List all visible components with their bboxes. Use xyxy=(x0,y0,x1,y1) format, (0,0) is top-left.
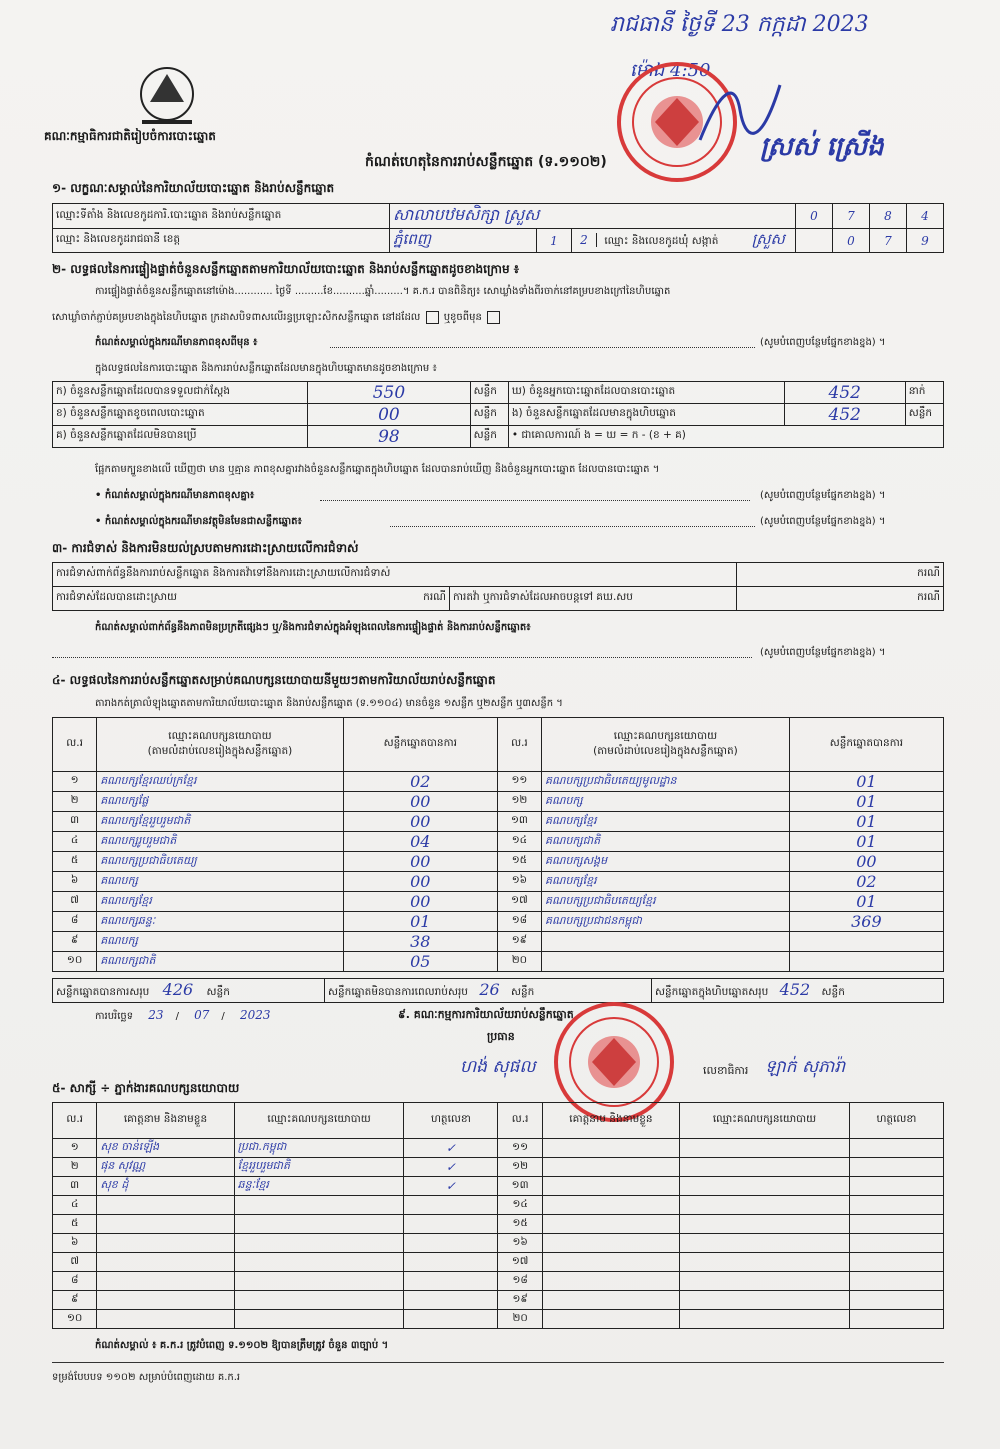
section2-note1: កំណត់សម្គាល់ក្នុងករណីមានភាពខុសពីមុន ៖ xyxy=(95,337,258,348)
witness-sign-left xyxy=(404,1272,498,1291)
result-no-left: ១ xyxy=(53,772,97,792)
total-box-cell xyxy=(652,979,944,1003)
objection-row2-cell xyxy=(53,587,450,611)
result-party-right: គណបក្សជាតិ xyxy=(542,832,790,852)
w-col-party-left: ឈ្មោះគណបក្សនយោបាយ xyxy=(234,1103,404,1139)
witness-name-left xyxy=(97,1215,234,1234)
secretary-signature: ឡាក់ សុភារ៉ា xyxy=(765,1057,846,1077)
handwritten-date: រាជធានី ថ្ងៃទី 23 កក្កដា 2023 xyxy=(610,12,869,37)
result-votes-right: 01 xyxy=(789,792,943,812)
witness-party-left xyxy=(234,1215,404,1234)
result-votes-left: 00 xyxy=(343,852,497,872)
total-invalid-label: សន្លឹកឆ្នោតមិនបានការពេលរាប់សរុប xyxy=(328,986,468,998)
witness-party-left: ខ្មែររួបរួមជាតិ xyxy=(234,1158,404,1177)
col-votes-left: សន្លឹកឆ្នោតបានការ xyxy=(343,718,497,772)
form-title: កំណត់ហេតុនៃការរាប់សន្លឹកឆ្នោត (ទ.១១០២) xyxy=(365,154,607,170)
witness-sign-left: ✓ xyxy=(404,1177,498,1196)
witness-name-left: សុខ ចាន់ឡើង xyxy=(97,1139,234,1158)
handwritten-name: ស្រស់ ស្រើង xyxy=(760,132,884,162)
objection-row1-label: ការជំទាស់ពាក់ព័ន្ធនឹងការរាប់សន្លឹកឆ្នោត និងការតវ៉ាទៅនឹងការដោះស្រាយលើការជំទាស់ xyxy=(53,563,737,587)
chair-signature: ហង់ សុផល xyxy=(460,1057,536,1077)
witness-no-right: ១៣ xyxy=(498,1177,542,1196)
result-no-left: ៦ xyxy=(53,872,97,892)
section4-subline: តារាងកត់ត្រាលំឡុងឆ្នោតតាមការិយាល័យបោះឆ្នោត និងរាប់សន្លឹកឆ្នោត (ទ.១១០៤) មានចំនួន ១សន្លឹក ឬ២សន្លឹក ឬ៣សន្លឹក ។ xyxy=(95,698,563,709)
checkbox-intact[interactable] xyxy=(426,311,439,324)
commune-code-2: 7 xyxy=(870,229,907,253)
station-code-1: 0 xyxy=(796,204,833,229)
result-votes-left: 00 xyxy=(343,792,497,812)
col-party-right-title: ឈ្មោះគណបក្សនយោបាយ xyxy=(613,729,718,742)
count-a-label: ក) ចំនួនសន្លឹកឆ្នោតដែលបានទទួលជាក់ស្តែង xyxy=(53,382,308,404)
result-no-left: ៧ xyxy=(53,892,97,912)
station-label: ឈ្មោះទីតាំង និងលេខកូដការិ.បោះឆ្នោត និងរាប់សន្លឹកឆ្នោត xyxy=(53,204,390,229)
witness-row xyxy=(53,1196,944,1215)
w-col-party-right: ឈ្មោះគណបក្សនយោបាយ xyxy=(680,1103,850,1139)
witness-sign-left: ✓ xyxy=(404,1139,498,1158)
date-month: 07 xyxy=(194,1008,210,1022)
results-row xyxy=(53,952,944,972)
commune-label: ឈ្មោះ និងលេខកូដឃុំ សង្កាត់ xyxy=(604,234,719,247)
results-body xyxy=(53,772,944,972)
result-votes-left: 05 xyxy=(343,952,497,972)
witness-no-right: ១៨ xyxy=(498,1272,542,1291)
org-name: គណៈកម្មាធិការជាតិរៀបចំការបោះឆ្នោត xyxy=(44,129,216,143)
results-row xyxy=(53,912,944,932)
objection-row2b-unit: ករណី xyxy=(737,587,944,611)
witness-party-right xyxy=(680,1158,850,1177)
total-invalid-value: 26 xyxy=(479,980,500,999)
witness-no-right: ២០ xyxy=(498,1310,542,1329)
witness-party-right xyxy=(680,1177,850,1196)
total-valid-value: 426 xyxy=(162,980,194,999)
witness-party-left xyxy=(234,1234,404,1253)
result-no-right: ១៩ xyxy=(497,932,541,952)
result-votes-left: 00 xyxy=(343,872,497,892)
w-col-sign-left: ហត្ថលេខា xyxy=(404,1103,498,1139)
results-row xyxy=(53,832,944,852)
result-no-right: ១៨ xyxy=(497,912,541,932)
witness-name-left xyxy=(97,1310,234,1329)
result-no-right: ១២ xyxy=(497,792,541,812)
result-no-right: ១៥ xyxy=(497,852,541,872)
bullet1-line xyxy=(320,500,750,501)
witness-party-right xyxy=(680,1272,850,1291)
witness-name-left xyxy=(97,1253,234,1272)
result-party-right xyxy=(542,932,790,952)
witness-sign-left: ✓ xyxy=(404,1158,498,1177)
witness-party-left xyxy=(234,1310,404,1329)
commune-cell xyxy=(572,229,796,253)
result-party-left: គណបក្សប្រជាធិបតេយ្យ xyxy=(97,852,343,872)
result-no-left: ៨ xyxy=(53,912,97,932)
bottom-note: ទម្រង់បែបបទ ១១០២ សម្រាប់បំពេញដោយ គ.ក.រ xyxy=(52,1372,241,1383)
total-valid-unit: សន្លឹក xyxy=(206,986,230,998)
witness-sign-left xyxy=(404,1196,498,1215)
handwritten-signature-top xyxy=(690,70,790,160)
total-invalid-unit: សន្លឹក xyxy=(511,986,535,998)
results-row xyxy=(53,892,944,912)
witness-name-right xyxy=(542,1234,679,1253)
nec-emblem-icon xyxy=(130,62,205,132)
count-d-value: 452 xyxy=(784,382,905,404)
result-no-right: ២០ xyxy=(497,952,541,972)
witness-name-right xyxy=(542,1158,679,1177)
count-b-value: 00 xyxy=(308,404,470,426)
witness-no-right: ១៤ xyxy=(498,1196,542,1215)
col-party-left-title: ឈ្មោះគណបក្សនយោបាយ xyxy=(168,729,272,742)
count-a-value: 550 xyxy=(308,382,470,404)
result-votes-right xyxy=(789,952,943,972)
bullet1-hint: (សូមបំពេញបន្ថែមផ្នែកខាងខ្នង) ។ xyxy=(760,490,886,501)
count-c-value: 98 xyxy=(308,426,470,448)
w-col-name-left: គោត្តនាម និងនាមខ្លួន xyxy=(97,1103,234,1139)
witness-party-left: ប្រជា.កម្ពុជា xyxy=(234,1139,404,1158)
witness-row xyxy=(53,1177,944,1196)
commune-code-1: 0 xyxy=(833,229,870,253)
results-row xyxy=(53,772,944,792)
witness-sign-right xyxy=(849,1139,943,1158)
result-no-left: ២ xyxy=(53,792,97,812)
station-code-2: 7 xyxy=(833,204,870,229)
result-party-left: គណបក្ស xyxy=(97,932,343,952)
result-votes-right xyxy=(789,932,943,952)
results-row xyxy=(53,932,944,952)
result-votes-left: 38 xyxy=(343,932,497,952)
count-e-value: 452 xyxy=(784,404,905,426)
result-no-right: ១៦ xyxy=(497,872,541,892)
witness-sign-right xyxy=(849,1272,943,1291)
witness-sign-left xyxy=(404,1291,498,1310)
formula-note: • ជាគោលការណ៍ ង = ឃ = ក - (ខ + គ) xyxy=(508,426,943,448)
section2-para1: ការផ្ទៀងផ្ទាត់ចំនួនសន្លឹកឆ្នោតនៅម៉ោង............ ថ្ងៃទី .........ខែ..........ឆ្នាំ.........។ គ.ក.រ បានពិនិត្យ៖ សោឃ្លាំងទាំងពីរចាក់នៅគម្របខាងក្រៅនៃហិបឆ្នោត xyxy=(95,286,671,297)
result-party-left: គណបក្សជាតិ xyxy=(97,952,343,972)
witness-sign-left xyxy=(404,1234,498,1253)
witness-party-right xyxy=(680,1139,850,1158)
total-valid-cell xyxy=(53,979,325,1003)
count-c-label: គ) ចំនួនសន្លឹកឆ្នោតដែលមិនបានប្រើ xyxy=(53,426,308,448)
committee-label: ៩. គណៈកម្មការការិយាល័យរាប់សន្លឹកឆ្នោត xyxy=(398,1008,574,1021)
witness-no-right: ១៩ xyxy=(498,1291,542,1310)
result-no-left: ៥ xyxy=(53,852,97,872)
witness-name-right xyxy=(542,1139,679,1158)
witness-name-right xyxy=(542,1215,679,1234)
witness-no-right: ១៧ xyxy=(498,1253,542,1272)
count-b-label: ខ) ចំនួនសន្លឹកឆ្នោតខូចពេលបោះឆ្នោត xyxy=(53,404,308,426)
province-name: ភ្នំពេញ xyxy=(390,229,537,253)
witness-sign-right xyxy=(849,1177,943,1196)
objection-row1-unit: ករណី xyxy=(737,563,944,587)
counts-table xyxy=(52,381,944,448)
witness-party-right xyxy=(680,1253,850,1272)
witness-no-left: ៤ xyxy=(53,1196,97,1215)
witness-row xyxy=(53,1215,944,1234)
objection-row2-label: ការជំទាស់ដែលបានដោះស្រាយ xyxy=(56,591,178,603)
witness-no-right: ១៦ xyxy=(498,1234,542,1253)
witness-name-left xyxy=(97,1291,234,1310)
col-party-left-sub: (តាមលំដាប់លេខរៀងក្នុងសន្លឹកឆ្នោត) xyxy=(147,744,293,757)
section3-hint: (សូមបំពេញបន្ថែមផ្នែកខាងខ្នង) ។ xyxy=(760,647,886,658)
witness-body xyxy=(53,1139,944,1329)
commune-spacer xyxy=(796,229,833,253)
witness-row xyxy=(53,1139,944,1158)
section2-para2: សោឃ្លាំចាក់ភ្ជាប់គម្របខាងក្នុងនៃហិបឆ្នោត ក្រដាសបិទពាសលើរន្ធប្រឡោះសិកសន្លឹកឆ្នោត នៅដដែល xyxy=(52,312,421,323)
result-party-left: គណបក្សផ្លែ xyxy=(97,792,343,812)
result-party-right: គណបក្ស xyxy=(542,792,790,812)
section3-note-line xyxy=(52,657,752,658)
witness-row xyxy=(53,1253,944,1272)
witness-name-left xyxy=(97,1272,234,1291)
col-no-left: ល.រ xyxy=(53,718,97,772)
count-b-unit: សន្លឹក xyxy=(470,404,508,426)
witness-party-right xyxy=(680,1215,850,1234)
results-row xyxy=(53,792,944,812)
witness-party-left xyxy=(234,1196,404,1215)
result-votes-left: 00 xyxy=(343,812,497,832)
handwritten-time: ម៉ោង 4:50 xyxy=(630,60,711,81)
witness-sign-right xyxy=(849,1253,943,1272)
result-no-left: ៤ xyxy=(53,832,97,852)
result-party-left: គណបក្សខ្មែរ xyxy=(97,892,343,912)
section5-heading: ៥- សាក្សី ÷ ភ្នាក់ងារគណបក្សនយោបាយ xyxy=(52,1081,240,1095)
result-party-right: គណបក្សប្រជាធិបតេយ្យខ្មែរ xyxy=(542,892,790,912)
result-party-left: គណបក្ស xyxy=(97,872,343,892)
total-invalid-cell xyxy=(325,979,652,1003)
result-votes-right: 01 xyxy=(789,772,943,792)
witness-no-left: ១ xyxy=(53,1139,97,1158)
col-votes-right: សន្លឹកឆ្នោតបានការ xyxy=(789,718,943,772)
witness-party-right xyxy=(680,1196,850,1215)
result-party-left: គណបក្សខ្មែរឈប់ក្រខ្មែរ xyxy=(97,772,343,792)
results-row xyxy=(53,812,944,832)
witness-no-left: ១០ xyxy=(53,1310,97,1329)
result-no-right: ១១ xyxy=(497,772,541,792)
witness-party-left: ឆន្ទៈខ្មែរ xyxy=(234,1177,404,1196)
secretary-label: លេខាធិការ xyxy=(703,1064,749,1077)
result-votes-right: 01 xyxy=(789,892,943,912)
commune-code-3: 9 xyxy=(907,229,944,253)
date-day: 23 xyxy=(148,1008,164,1022)
result-no-left: ៩ xyxy=(53,932,97,952)
witness-party-right xyxy=(680,1234,850,1253)
w-col-sign-right: ហត្ថលេខា xyxy=(849,1103,943,1139)
witness-name-right xyxy=(542,1272,679,1291)
witness-name-right xyxy=(542,1253,679,1272)
result-party-left: គណបក្សឆន្ទៈ xyxy=(97,912,343,932)
result-votes-left: 04 xyxy=(343,832,497,852)
total-box-unit: សន្លឹក xyxy=(821,986,845,998)
total-box-label: សន្លឹកឆ្នោតក្នុងហិបឆ្នោតសរុប xyxy=(655,986,769,998)
witness-sign-left xyxy=(404,1215,498,1234)
witness-name-right xyxy=(542,1291,679,1310)
bullet-difference: • កំណត់សម្គាល់ក្នុងករណីមានភាពខុសគ្នា៖ xyxy=(95,490,255,501)
station-name: សាលាបឋមសិក្សា ស្រួស xyxy=(390,204,796,229)
witness-no-left: ៦ xyxy=(53,1234,97,1253)
col-no-right: ល.រ xyxy=(497,718,541,772)
witness-sign-left xyxy=(404,1253,498,1272)
witness-name-left: ផុន សុវណ្ណ xyxy=(97,1158,234,1177)
result-votes-right: 01 xyxy=(789,832,943,852)
objection-row2b-label: ការតវ៉ា ឬការជំទាស់ដែលអាចបន្តទៅ គឃ.សប xyxy=(450,587,737,611)
witness-sign-right xyxy=(849,1234,943,1253)
result-votes-right: 369 xyxy=(789,912,943,932)
witness-party-right xyxy=(680,1291,850,1310)
results-row xyxy=(53,852,944,872)
w-col-name-right: គោត្តនាម និងនាមខ្លួន xyxy=(542,1103,679,1139)
result-votes-left: 00 xyxy=(343,892,497,912)
bottom-divider xyxy=(52,1362,944,1363)
witness-table xyxy=(52,1102,944,1329)
total-box-value: 452 xyxy=(779,980,811,999)
result-party-left: គណបក្សខ្មែររួបរួមជាតិ xyxy=(97,812,343,832)
section1-heading: ១- លក្ខណៈសម្គាល់នៃការិយាល័យបោះឆ្នោត និងរាប់សន្លឹកឆ្នោត xyxy=(52,181,335,195)
witness-row xyxy=(53,1291,944,1310)
station-code-4: 4 xyxy=(907,204,944,229)
witness-sign-right xyxy=(849,1158,943,1177)
commune-name: ស្រួស xyxy=(751,229,785,248)
result-no-right: ១៧ xyxy=(497,892,541,912)
witness-row xyxy=(53,1310,944,1329)
section1-table xyxy=(52,203,944,253)
objection-table xyxy=(52,562,944,611)
witness-no-left: ៥ xyxy=(53,1215,97,1234)
witness-row xyxy=(53,1234,944,1253)
note1-line xyxy=(330,347,755,348)
province-code-2: 2 xyxy=(572,233,597,247)
province-label: ឈ្មោះ និងលេខកូដរាជធានី ខេត្ត xyxy=(53,229,390,253)
witness-name-left: សុខ ដុំ xyxy=(97,1177,234,1196)
objection-row2-unit: ករណី xyxy=(423,591,446,603)
witness-name-left xyxy=(97,1196,234,1215)
results-row xyxy=(53,872,944,892)
result-party-right: គណបក្សប្រជាធិបតេយ្យមូលដ្ឋាន xyxy=(542,772,790,792)
col-party-right-sub: (តាមលំដាប់លេខរៀងក្នុងសន្លឹកឆ្នោត) xyxy=(593,744,738,757)
witness-sign-right xyxy=(849,1310,943,1329)
witness-no-right: ១២ xyxy=(498,1158,542,1177)
station-code-3: 8 xyxy=(870,204,907,229)
result-party-left: គណបក្សរូបរួមជាតិ xyxy=(97,832,343,852)
witness-party-left xyxy=(234,1291,404,1310)
witness-row xyxy=(53,1158,944,1177)
witness-party-left xyxy=(234,1253,404,1272)
province-code-1: 1 xyxy=(537,229,572,253)
count-c-unit: សន្លឹក xyxy=(470,426,508,448)
count-d-unit: នាក់ xyxy=(905,382,943,404)
date-line: ការបរិច្ឆេទ 23 / 07 / 2023 xyxy=(95,1008,283,1024)
witness-no-right: ១៥ xyxy=(498,1215,542,1234)
witness-row xyxy=(53,1272,944,1291)
section2-heading: ២- លទ្ធផលនៃការផ្ទៀងផ្ទាត់ចំនួនសន្លឹកឆ្នោតតាមការិយាល័យបោះឆ្នោត និងរាប់សន្លឹកឆ្នោតដូចខាងក្រោម ៖ xyxy=(52,262,520,276)
bullet2-line xyxy=(390,526,755,527)
result-votes-right: 02 xyxy=(789,872,943,892)
result-party-right: គណបក្សខ្មែរ xyxy=(542,812,790,832)
result-votes-right: 00 xyxy=(789,852,943,872)
total-valid-label: សន្លឹកឆ្នោតបានការសរុប xyxy=(56,986,150,998)
bullet2-hint: (សូមបំពេញបន្ថែមផ្នែកខាងខ្នង) ។ xyxy=(760,516,886,527)
col-party-left xyxy=(97,718,343,772)
count-a-unit: សន្លឹក xyxy=(470,382,508,404)
section2-para2-opt: ឬខូចពីមុន xyxy=(443,312,482,323)
witness-party-left xyxy=(234,1272,404,1291)
witness-no-left: ៨ xyxy=(53,1272,97,1291)
section3-note: កំណត់សម្គាល់ពាក់ព័ន្ធនឹងភាពមិនប្រក្រតីផ្សេងៗ ឬ/និងការជំទាស់ក្នុងអំឡុងពេលនៃការផ្ទៀងផ្ទាត់ និងការរាប់សន្លឹកឆ្នោត៖ xyxy=(95,622,531,633)
result-no-left: ៣ xyxy=(53,812,97,832)
totals-table xyxy=(52,978,944,1003)
section3-heading: ៣- ការជំទាស់ និងការមិនយល់ស្របតាមការដោះស្រាយលើការជំទាស់ xyxy=(52,541,359,555)
w-col-no-left: ល.រ xyxy=(53,1103,97,1139)
witness-no-left: ៩ xyxy=(53,1291,97,1310)
witness-name-right xyxy=(542,1310,679,1329)
result-votes-left: 01 xyxy=(343,912,497,932)
witness-name-left xyxy=(97,1234,234,1253)
count-e-unit: សន្លឹក xyxy=(905,404,943,426)
witness-no-right: ១១ xyxy=(498,1139,542,1158)
witness-no-left: ៣ xyxy=(53,1177,97,1196)
section5-footnote: កំណត់សម្គាល់ ៖ គ.ក.រ ត្រូវបំពេញ ទ.១១០២ ឱ្យបានត្រឹមត្រូវ ចំនួន ៣ច្បាប់ ។ xyxy=(95,1340,389,1351)
result-party-right: គណបក្សប្រជាជនកម្ពុជា xyxy=(542,912,790,932)
bullet-nonballot: • កំណត់សម្គាល់ក្នុងករណីមានវត្ថុមិនមែនជាសន្លឹកឆ្នោត៖ xyxy=(95,516,302,527)
chair-label: ប្រធាន xyxy=(487,1030,515,1043)
results-table xyxy=(52,717,944,972)
count-e-label: ង) ចំនួនសន្លឹកឆ្នោតដែលមានក្នុងហិបឆ្នោត xyxy=(508,404,784,426)
witness-name-right xyxy=(542,1196,679,1215)
witness-name-right xyxy=(542,1177,679,1196)
result-no-right: ១៣ xyxy=(497,812,541,832)
compare-line: ផ្អែកតាមក្បួនខាងលើ ឃើញថា មាន ឬគ្មាន ភាពខុសគ្នារវាងចំនួនសន្លឹកឆ្នោតក្នុងហិបឆ្នោត ដែលបានរាប់ឃើញ និងចំនួនអ្នកបោះឆ្នោត ដែលបានបោះឆ្នោត ។ xyxy=(95,464,660,475)
result-party-right: គណបក្សសង្គម xyxy=(542,852,790,872)
witness-sign-right xyxy=(849,1215,943,1234)
witness-no-left: ៧ xyxy=(53,1253,97,1272)
count-d-label: ឃ) ចំនួនអ្នកបោះឆ្នោតដែលបានបោះឆ្នោត xyxy=(508,382,784,404)
witness-sign-right xyxy=(849,1291,943,1310)
col-party-right xyxy=(542,718,790,772)
note1-hint: (សូមបំពេញបន្ថែមផ្នែកខាងខ្នង) ។ xyxy=(760,337,886,348)
w-col-no-right: ល.រ xyxy=(498,1103,542,1139)
date-year: 2023 xyxy=(239,1008,271,1022)
result-party-right xyxy=(542,952,790,972)
result-votes-right: 01 xyxy=(789,812,943,832)
result-votes-left: 02 xyxy=(343,772,497,792)
witness-sign-left xyxy=(404,1310,498,1329)
witness-no-left: ២ xyxy=(53,1158,97,1177)
result-party-right: គណបក្សខ្មែរ xyxy=(542,872,790,892)
section2-para2-line xyxy=(52,310,502,325)
witness-sign-right xyxy=(849,1196,943,1215)
result-no-left: ១០ xyxy=(53,952,97,972)
section2-para3: ក្នុងលទ្ធផលនៃការបោះឆ្នោត និងការរាប់សន្លឹកឆ្នោតដែលមានក្នុងហិបឆ្នោតមានដូចខាងក្រោម ៖ xyxy=(95,363,437,374)
date-label: ការបរិច្ឆេទ xyxy=(95,1011,134,1022)
result-no-right: ១៤ xyxy=(497,832,541,852)
checkbox-broken[interactable] xyxy=(487,311,500,324)
section4-heading: ៤- លទ្ធផលនៃការរាប់សន្លឹកឆ្នោតសម្រាប់គណបក្សនយោបាយនីមួយៗតាមការិយាល័យរាប់សន្លឹកឆ្នោត xyxy=(52,673,496,687)
witness-party-right xyxy=(680,1310,850,1329)
